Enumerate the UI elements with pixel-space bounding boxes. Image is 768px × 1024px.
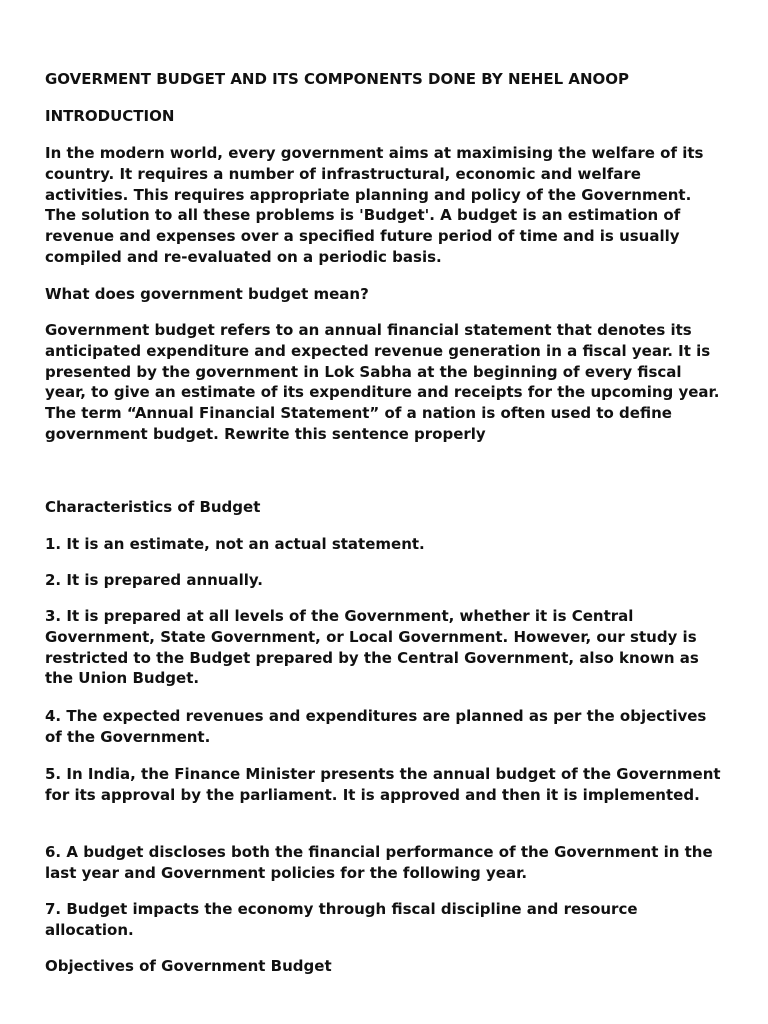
characteristic-item: 2. It is prepared annually. [45,571,263,589]
characteristic-item: 6. A budget discloses both the financial performance of the Government in the last year and Government policies for the following year. [45,843,713,882]
definition-paragraph: Government budget refers to an annual financial statement that denotes its anticipated expenditure and expected revenue generation in a fiscal year. It is presented by the government in Lok Sabha at the beginning of every fiscal year, to give an estimate of its expenditure and receipts for the upcoming year. The term “Annual Financial Statement” of a nation is often used to define government budget. Rewrite this sentence properly [45,321,720,443]
characteristic-item: 3. It is prepared at all levels of the Government, whether it is Central Government, State Government, or Local Government. However, our study is restricted to the Budget prepared by the Central Government, also known as the Union Budget. [45,607,699,688]
objectives-heading: Objectives of Government Budget [45,957,332,975]
document-title: GOVERMENT BUDGET AND ITS COMPONENTS DONE BY NEHEL ANOOP [45,70,630,88]
characteristics-heading: Characteristics of Budget [45,498,261,516]
question-heading: What does government budget mean? [45,285,369,303]
characteristic-item: 1. It is an estimate, not an actual statement. [45,535,425,553]
characteristic-item: 7. Budget impacts the economy through fiscal discipline and resource allocation. [45,900,638,939]
introduction-paragraph: In the modern world, every government aims at maximising the welfare of its country. It requires a number of infrastructural, economic and welfare activities. This requires appropriate planning and policy of the Government. The solution to all these problems is 'Budget'. A budget is an estimation of revenue and expenses over a specified future period of time and is usually compiled and re-evaluated on a periodic basis. [45,144,704,266]
characteristic-item: 5. In India, the Finance Minister presents the annual budget of the Government for its approval by the parliament. It is approved and then it is implemented. [45,765,721,804]
introduction-heading: INTRODUCTION [45,107,175,125]
characteristic-item: 4. The expected revenues and expenditures are planned as per the objectives of the Government. [45,707,707,746]
